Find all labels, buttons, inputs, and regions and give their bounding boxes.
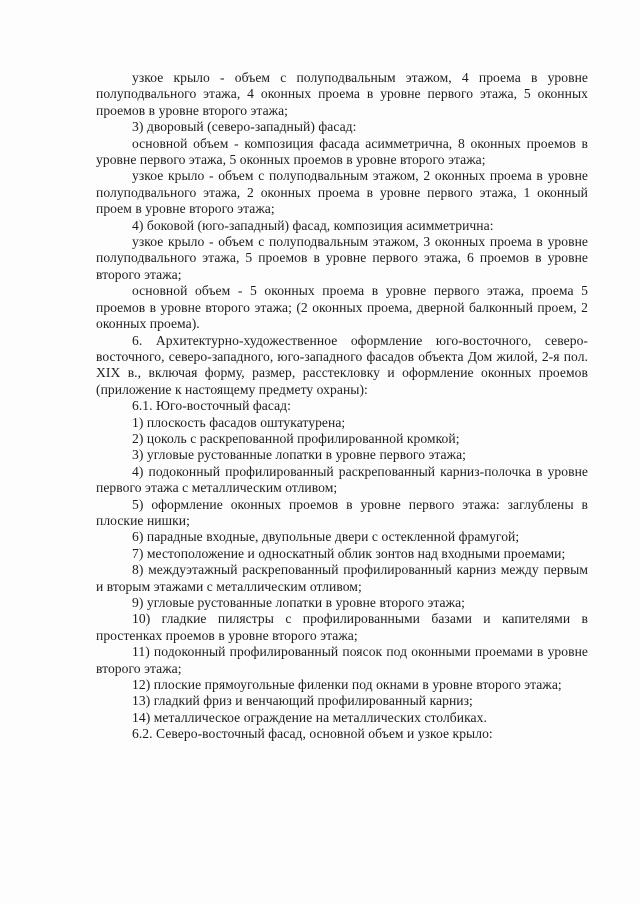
paragraph-side-facade: 4) боковой (юго-западный) фасад, композиция асимметрична:	[132, 217, 494, 233]
list-item-9: 9) угловые рустованные лопатки в уровне второго этажа;	[132, 595, 465, 610]
list-item-8: 8) междуэтажный раскрепованный профилированный карниз между первым и вторым этажами с металлическим отливом;	[96, 562, 588, 594]
list-item-2: 2) цоколь с раскрепованной профилированной кромкой;	[132, 430, 460, 446]
paragraph-section-6-1: 6.1. Юго-восточный фасад:	[132, 398, 291, 414]
list-item-13: 13) гладкий фриз и венчающий профилированный карниз;	[132, 693, 473, 709]
paragraph-main-volume-1: основной объем - композиция фасада асимметрична, 8 оконных проемов в уровне первого этажа, 5 оконных проемов в уровне второго этажа;	[96, 135, 588, 168]
paragraph-narrow-wing-1: узкое крыло - объем с полуподвальным этажом, 4 проема в уровне полуподвального этажа, 4 оконных проема в уровне первого этажа, 5 оконных проемов в уровне второго этажа;	[96, 70, 588, 118]
list-item-4: 4) подоконный профилированный раскрепованный карниз-полочка в уровне первого этажа с металлическим отливом;	[96, 463, 588, 496]
paragraph-main-volume-2: основной объем - 5 оконных проема в уровне первого этажа, проема 5 проемов в уровне второго этажа; (2 оконных проема, дверной балконный проем, 2 оконных проема).	[96, 283, 588, 332]
paragraph-section-6: 6. Архитектурно-художественное оформление юго-восточного, северо-восточного, северо-западного, юго-западного фасадов объекта Дом жилой, 2-я пол. XIX в., включая форму, размер, расстекловку и оформление оконных проемов (приложение к настоящему предмету охраны):	[96, 332, 588, 397]
paragraph-courtyard-facade: 3) дворовый (северо-западный) фасад:	[132, 119, 357, 135]
paragraph-narrow-wing-3: узкое крыло - объем с полуподвальным этажом, 3 оконных проема в уровне полуподвального этажа, 5 проемов в уровне первого этажа, 6 проемов в уровне второго этажа;	[96, 234, 588, 282]
list-item-6: 6) парадные входные, двупольные двери с остекленной фрамугой;	[132, 529, 520, 545]
document-body	[96, 70, 588, 743]
paragraph-section-6-2: 6.2. Северо-восточный фасад, основной объем и узкое крыло:	[132, 726, 493, 742]
list-item-3: 3) угловые рустованные лопатки в уровне первого этажа;	[132, 447, 466, 463]
list-item-11: 11) подоконный профилированный поясок под оконными проемами в уровне второго этажа;	[96, 644, 588, 676]
list-item-14: 14) металлическое ограждение на металлических столбиках.	[132, 709, 487, 725]
list-item-10: 10) гладкие пилястры с профилированными базами и капителями в простенках проемов в уровне второго этажа;	[96, 611, 588, 643]
paragraph-narrow-wing-2: узкое крыло - объем с полуподвальным этажом, 2 оконных проема в уровне полуподвального этажа, 2 оконных проема в уровне первого этажа, 1 оконный проем в уровне второго этажа;	[96, 168, 588, 217]
list-item-12: 12) плоские прямоугольные филенки под окнами в уровне второго этажа;	[132, 677, 562, 693]
list-item-1: 1) плоскость фасадов оштукатурена;	[132, 414, 346, 430]
list-item-5: 5) оформление оконных проемов в уровне первого этажа: заглублены в плоские нишки;	[96, 496, 588, 528]
list-item-7: 7) местоположение и односкатный облик зонтов над входными проемами;	[132, 545, 566, 561]
